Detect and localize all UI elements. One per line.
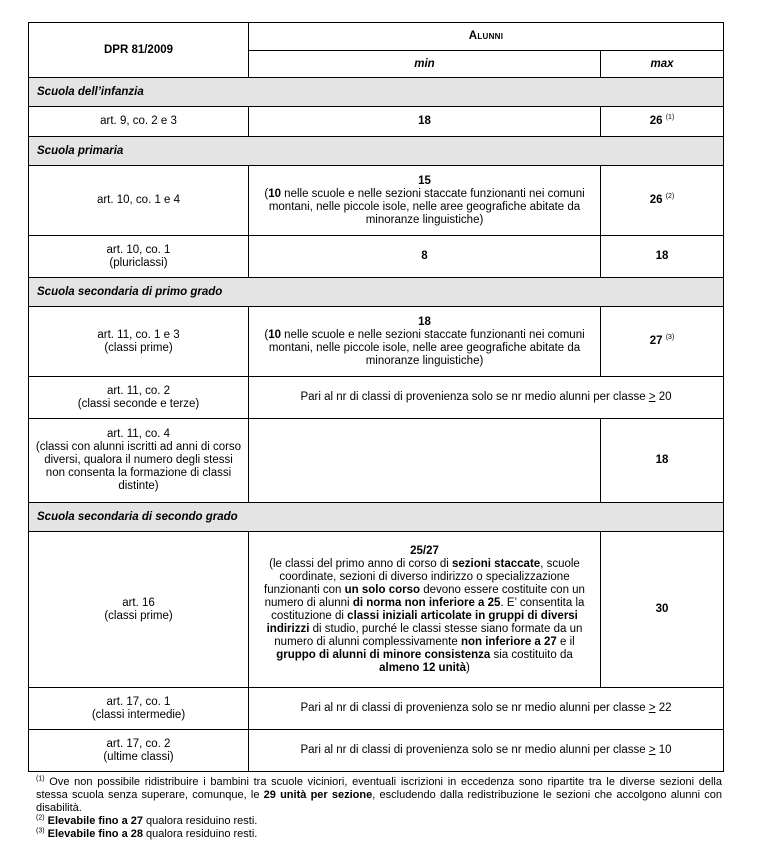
row-ref: art. 9, co. 2 e 3 [29,107,249,137]
row-max: 27 $^{(3)}$ [601,307,724,377]
section-secondaria-secondo: Scuola secondaria di secondo grado [29,503,724,532]
row-min: 18 (10 nelle scuole e nelle sezioni staccate funzionanti nei comuni montani, nelle piccole isole, nelle aree geografiche abitate da minoranze linguistiche) [249,307,601,377]
row-max: 26 $^{(2)}$ [601,166,724,236]
row-rule: Pari al nr di classi di provenienza solo se nr medio alunni per classe > 20 [249,377,724,419]
footnote-ref: (3) [665,334,675,342]
row-max: 18 [601,236,724,278]
footnote-1: $^{(1)}$ Ove non possibile ridistribuire i bambini tra scuole viciniori, eventuali iscrizioni in eccedenza sono ripartite tra le diverse sezioni della stessa scuola senza superare, comunque, le 29 unità per sezione, escludendo dalla redistribuzione le sezioni che accolgono alunni con disabilità. [36,775,722,814]
row-ref: art. 11, co. 2 (classi seconde e terze) [29,377,249,419]
row-rule: Pari al nr di classi di provenienza solo se nr medio alunni per classe > 22 [249,688,724,730]
footnote-ref: (2) [665,193,675,201]
section-secondaria-primo: Scuola secondaria di primo grado [29,278,724,307]
row-min: 15 (10 nelle scuole e nelle sezioni staccate funzionanti nei comuni montani, nelle piccole isole, nelle aree geografiche abitate da minoranze linguistiche) [249,166,601,236]
footnotes [36,776,722,841]
footnote-3: $^{(3)}$ Elevabile fino a 28 qualora residuino resti. [36,827,258,840]
footnote-ref: (1) [665,114,675,122]
header-alunni: Alunni [249,23,724,51]
section-primaria: Scuola primaria [29,137,724,166]
header-dpr: DPR 81/2009 [29,23,249,78]
row-ref: art. 11, co. 1 e 3 (classi prime) [29,307,249,377]
row-min [249,419,601,503]
header-min: min [249,51,601,78]
section-infanzia: Scuola dell’infanzia [29,78,724,107]
row-ref: art. 10, co. 1 e 4 [29,166,249,236]
row-ref: art. 10, co. 1 (pluriclassi) [29,236,249,278]
row-max: 18 [601,419,724,503]
row-rule: Pari al nr di classi di provenienza solo se nr medio alunni per classe > 10 [249,730,724,772]
row-min: 18 [249,107,601,137]
row-min: 8 [249,236,601,278]
header-max: max [601,51,724,78]
row-ref: art. 11, co. 4 (classi con alunni iscritti ad anni di corso diversi, qualora il numero degli stessi non consenta la formazione di classi distinte) [29,419,249,503]
footnote-2: $^{(2)}$ Elevabile fino a 27 qualora residuino resti. [36,814,258,827]
row-ref: art. 17, co. 1 (classi intermedie) [29,688,249,730]
row-ref: art. 17, co. 2 (ultime classi) [29,730,249,772]
class-size-table [28,22,724,772]
row-max: 26 $^{(1)}$ [601,107,724,137]
row-max: 30 [601,532,724,688]
row-ref: art. 16 (classi prime) [29,532,249,688]
row-min: 25/27 (le classi del primo anno di corso di sezioni staccate, scuole coordinate, sezioni di diverso indirizzo o specializzazione funzionanti con un solo corso devono essere costituite con un numero di alunni di norma non inferiore a 25. E’ consentita la costituzione di classi iniziali articolate in gruppi di diversi indirizzi di studio, purché le classi stesse siano formate da un numero di alunni complessivamente non inferiore a 27 e il gruppo di alunni di minore consistenza sia costituito da almeno 12 unità) [249,532,601,688]
